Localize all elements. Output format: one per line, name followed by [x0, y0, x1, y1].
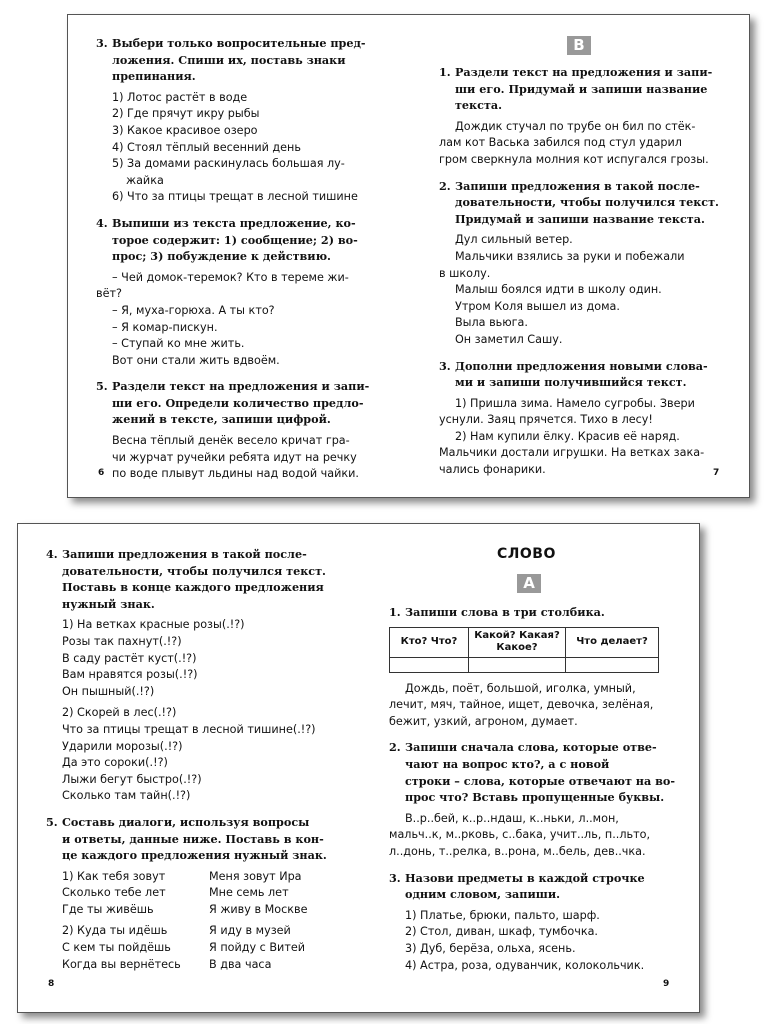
dialog-question: С кем ты пойдёшь	[62, 941, 171, 955]
page-7-column	[439, 64, 729, 479]
task-1	[389, 604, 679, 730]
task-number: 4.	[46, 547, 58, 561]
text-line: Ударили морозы(.!?)	[62, 739, 183, 753]
text-line: лечит, мяч, тайное, ищет, девочка, зелёная,	[389, 698, 654, 712]
list-item: жайка	[126, 173, 164, 187]
task-4	[96, 215, 384, 369]
list-item: 3) Какое красивое озеро	[112, 123, 258, 137]
task-number: 3.	[96, 36, 108, 50]
task-instruction-line: Раздели текст на предложения и запи-	[455, 65, 713, 79]
page-9-column	[389, 604, 679, 974]
text-line: Вам нравятся розы(.!?)	[62, 668, 198, 682]
section-title: СЛОВО	[497, 546, 556, 562]
task-instruction-line: Раздели текст на предложения и запи-	[112, 379, 370, 394]
task-number: 1.	[439, 65, 451, 79]
page-number: 8	[48, 979, 55, 989]
list-item: 1) Лотос растёт в воде	[112, 90, 248, 104]
text-line: Он заметил Сашу.	[455, 332, 563, 346]
task-3	[96, 35, 384, 206]
list-item: 1) Платье, брюки, пальто, шарф.	[405, 908, 600, 922]
dialog-row	[46, 902, 334, 919]
task-5	[96, 378, 384, 483]
list-item: 2) Где прячут икру рыбы	[112, 107, 260, 121]
task-instruction-line: нужный знак.	[62, 596, 155, 611]
task-instruction-line: жений в тексте, запиши цифрой.	[112, 412, 331, 427]
dialog-row	[46, 940, 334, 957]
text-line: 1) Пришла зима. Намело сугробы. Звери	[455, 396, 695, 410]
text-line: Мальчики взялись за руки и побежали	[455, 249, 685, 263]
task-number: 2.	[389, 740, 401, 755]
text-line: Утром Коля вышел из дома.	[455, 299, 620, 313]
task-instruction-line: це каждого предложения нужный знак.	[62, 848, 327, 863]
task-number: 4.	[96, 215, 108, 230]
task-instruction-line: Запиши предложения в такой после-	[62, 547, 307, 561]
text-line: Розы так пахнут(.!?)	[62, 634, 182, 648]
dialog-question: 1) Как тебя зовут	[62, 869, 166, 883]
text-line: л..донь, т..релка, в..рона, м..бель, дев..чка.	[389, 844, 646, 858]
table-cell	[469, 657, 566, 672]
page-number: 6	[98, 468, 105, 478]
task-instruction-line: Поставь в конце каждого предложения	[62, 580, 324, 595]
task-instruction-line: одним словом, запиши.	[405, 887, 561, 902]
list-item: 2) Стол, диван, шкаф, тумбочка.	[405, 925, 598, 939]
text-line: Дождь, поёт, большой, иголка, умный,	[405, 681, 636, 695]
task-2	[439, 178, 729, 349]
task-instruction-line: и ответы, данные ниже. Поставь в кон-	[62, 831, 324, 846]
task-number: 5.	[46, 814, 58, 829]
dialog-question: Когда вы вернётесь	[62, 957, 181, 971]
page-6-column	[96, 35, 384, 483]
task-instruction-line: Назови предметы в каждой строчке	[405, 870, 645, 885]
task-instruction-line: текста.	[455, 98, 503, 113]
table-cell	[390, 657, 469, 672]
task-1	[439, 64, 729, 169]
table-header-cell: Какой? Какая? Какое?	[469, 627, 566, 657]
task-4	[46, 546, 334, 805]
task-number: 5.	[96, 379, 108, 394]
text-line: бежит, узкий, агроном, думает.	[389, 714, 578, 728]
dialog-answer: Я пойду с Витей	[209, 941, 305, 955]
page-spread-6-7	[67, 14, 750, 498]
text-line: – Чей домок-теремок? Кто в тереме жи-	[112, 270, 349, 284]
task-instruction-line: Запиши сначала слова, которые отве-	[405, 740, 657, 755]
text-line: уснули. Заяц прячется. Тихо в лесу!	[439, 413, 653, 427]
task-instruction-line: торое содержит: 1) сообщение; 2) во-	[112, 232, 358, 247]
list-item: 4) Астра, роза, одуванчик, колокольчик.	[405, 958, 645, 972]
page-spread-8-9	[17, 523, 700, 1013]
text-line: гром сверкнула молния кот испугался грозы.	[439, 152, 709, 166]
task-instruction-line: строки – слова, которые отвечают на во-	[405, 773, 675, 788]
task-number: 3.	[439, 358, 451, 373]
text-line: Что за птицы трещат в лесной тишине(.!?)	[62, 722, 316, 736]
task-instruction-line: довательности, чтобы получился текст.	[455, 195, 719, 210]
dialog-answer: Меня зовут Ира	[209, 869, 302, 883]
table-cell	[566, 657, 659, 672]
text-line: Да это сороки(.!?)	[62, 756, 168, 770]
task-instruction-line: прос что? Вставь пропущенные буквы.	[405, 790, 665, 805]
text-line: Сколько там тайн(.!?)	[62, 789, 191, 803]
table-header-cell: Кто? Что?	[390, 627, 469, 657]
text-line: В саду растёт куст(.!?)	[62, 651, 197, 665]
task-instruction-line: ми и запиши получившийся текст.	[455, 375, 687, 390]
text-line: Малыш боялся идти в школу один.	[455, 283, 662, 297]
task-number: 2.	[439, 178, 451, 193]
task-instruction-line: Выбери только вопросительные пред-	[112, 36, 366, 50]
level-badge: В	[567, 36, 591, 55]
text-line: 2) Нам купили ёлку. Красив её наряд.	[455, 429, 680, 443]
text-line: Он пышный(.!?)	[62, 684, 155, 698]
task-instruction-line: чают на вопрос кто?, а с новой	[405, 756, 610, 771]
dialog-row	[46, 957, 334, 974]
text-line: Вот они стали жить вдвоём.	[112, 353, 280, 367]
text-line: Дул сильный ветер.	[455, 233, 573, 247]
dialog-answer: Мне семь лет	[209, 886, 289, 900]
task-number: 1.	[389, 605, 401, 619]
text-line: – Я комар-пискун.	[112, 320, 218, 334]
page-number: 7	[713, 468, 720, 478]
text-line: 1) На ветках красные розы(.!?)	[62, 618, 245, 632]
task-instruction-line: ложения. Спиши их, поставь знаки	[112, 52, 346, 67]
text-line: вёт?	[96, 287, 122, 301]
text-line: Дождик стучал по трубе он бил по стёк-	[455, 119, 696, 133]
dialog-question: Сколько тебе лет	[62, 886, 166, 900]
table-header-cell: Что делает?	[566, 627, 659, 657]
list-item: 5) За домами раскинулась большая лу-	[112, 157, 345, 171]
task-instruction-line: Придумай и запиши название текста.	[455, 211, 705, 226]
text-line: Выла вьюга.	[455, 316, 528, 330]
task-instruction-line: прос; 3) побуждение к действию.	[112, 249, 331, 264]
task-instruction-line: Запиши предложения в такой после-	[455, 178, 700, 193]
task-instruction-line: Выпиши из текста предложение, ко-	[112, 215, 356, 230]
dialog-answer: Я живу в Москве	[209, 902, 308, 916]
text-line: в школу.	[439, 266, 491, 280]
text-line: Лыжи бегут быстро(.!?)	[62, 772, 202, 786]
page-8-column	[46, 546, 334, 973]
dialog-question: 2) Куда ты идёшь	[62, 924, 168, 938]
word-columns-table	[389, 627, 659, 673]
task-3	[389, 870, 679, 975]
dialog-question: Где ты живёшь	[62, 902, 154, 916]
text-line: мальч..к, м..рковь, с..бака, учит..ль, п..льто,	[389, 828, 651, 842]
task-instruction-line: ши его. Придумай и запиши название	[455, 81, 708, 96]
task-3	[439, 358, 729, 479]
list-item: 4) Стоял тёплый весенний день	[112, 140, 301, 154]
list-item: 3) Дуб, берёза, ольха, ясень.	[405, 941, 576, 955]
task-instruction-line: препинания.	[112, 69, 196, 84]
text-line: чи журчат ручейки ребята идут на речку	[112, 450, 357, 464]
task-instruction-line: Дополни предложения новыми слова-	[455, 358, 708, 373]
level-badge: А	[517, 574, 541, 593]
text-line: Весна тёплый денёк весело кричат гра-	[112, 434, 350, 448]
task-instruction-line: Составь диалоги, используя вопросы	[62, 814, 310, 829]
dialog-row	[46, 923, 334, 940]
text-line: В..р..бей, к..р..ндаш, к..ньки, л..мон,	[405, 811, 619, 825]
dialog-row	[46, 885, 334, 902]
text-line: по воде плывут льдины над водой чайки.	[112, 467, 359, 481]
task-instruction-line: Запиши слова в три столбика.	[405, 605, 605, 619]
list-item: 6) Что за птицы трещат в лесной тишине	[112, 190, 358, 204]
dialog-row	[46, 869, 334, 886]
task-instruction-line: ши его. Определи количество предло-	[112, 395, 364, 410]
task-number: 3.	[389, 870, 401, 885]
text-line: чались фонарики.	[439, 463, 546, 477]
dialog-answer: В два часа	[209, 957, 272, 971]
task-2	[389, 739, 679, 860]
dialog-answer: Я иду в музей	[209, 924, 291, 938]
text-line: – Я, муха-горюха. А ты кто?	[112, 303, 275, 317]
text-line: 2) Скорей в лес(.!?)	[62, 706, 177, 720]
text-line: Мальчики достали игрушки. На ветках зака-	[439, 446, 705, 460]
task-5	[46, 814, 334, 973]
page-number: 9	[663, 979, 670, 989]
task-instruction-line: довательности, чтобы получился текст.	[62, 563, 326, 578]
text-line: – Ступай ко мне жить.	[112, 337, 245, 351]
text-line: лам кот Васька забился под стул ударил	[439, 136, 682, 150]
